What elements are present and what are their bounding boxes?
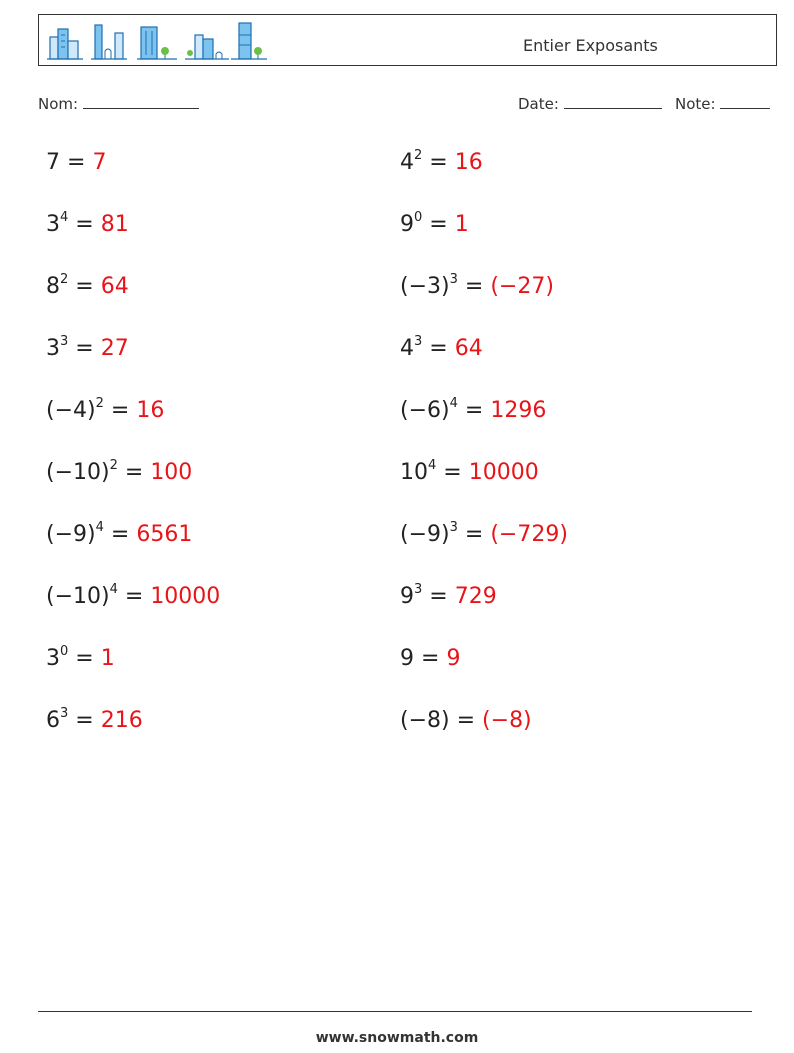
problem-exponent: 3 <box>414 581 423 597</box>
building-icon <box>231 21 267 61</box>
problem-item <box>400 211 469 239</box>
date-blank[interactable] <box>564 94 662 109</box>
problem-exponent: 4 <box>60 209 69 225</box>
problem-exponent: 2 <box>60 271 69 287</box>
problem-base: (−9) <box>400 522 450 547</box>
building-icon <box>47 21 83 61</box>
worksheet-title: Entier Exposants <box>523 36 658 55</box>
problem-answer: 7 <box>92 150 107 175</box>
equals-sign: = <box>421 646 440 671</box>
equals-sign: = <box>67 150 86 175</box>
problem-answer: 10000 <box>150 584 221 609</box>
problem-answer: 81 <box>100 212 129 237</box>
problem-item <box>400 335 483 363</box>
equals-sign: = <box>110 522 130 547</box>
equals-sign: = <box>75 646 94 671</box>
equals-sign: = <box>75 274 94 299</box>
problem-base: 3 <box>46 212 60 237</box>
date-field[interactable] <box>518 94 662 113</box>
problem-item <box>400 645 460 673</box>
footer-divider <box>38 1011 752 1012</box>
problem-answer: 100 <box>150 460 193 485</box>
problem-base: 10 <box>400 460 428 485</box>
problem-answer: 216 <box>100 708 143 733</box>
problem-exponent: 2 <box>414 147 423 163</box>
equals-sign: = <box>75 708 94 733</box>
problem-exponent: 2 <box>109 457 118 473</box>
problem-base: (−6) <box>400 398 450 423</box>
equals-sign: = <box>456 708 476 733</box>
problem-answer: 9 <box>446 646 461 671</box>
problem-base: 9 <box>400 584 414 609</box>
problem-answer: 16 <box>454 150 483 175</box>
problem-answer: (−729) <box>490 522 568 547</box>
problem-item <box>400 397 546 425</box>
problem-answer: (−27) <box>490 274 554 299</box>
problem-base: (−4) <box>46 398 96 423</box>
problem-item <box>400 273 554 301</box>
problem-exponent: 3 <box>449 271 458 287</box>
problem-exponent: 4 <box>449 395 458 411</box>
name-label: Nom: <box>38 95 79 113</box>
problem-answer: 64 <box>100 274 129 299</box>
problem-exponent: 4 <box>428 457 437 473</box>
problem-answer: 1 <box>454 212 469 237</box>
problem-item <box>46 583 220 611</box>
problem-item <box>46 335 129 363</box>
problem-base: 3 <box>46 336 60 361</box>
grade-label: Note: <box>675 95 716 113</box>
name-field[interactable] <box>38 94 199 113</box>
equals-sign: = <box>464 274 484 299</box>
problem-exponent: 0 <box>60 643 69 659</box>
problem-answer: 1 <box>100 646 115 671</box>
problem-base: 9 <box>400 646 414 671</box>
equals-sign: = <box>124 460 144 485</box>
problem-answer: 1296 <box>490 398 547 423</box>
problem-item <box>400 149 483 177</box>
problem-exponent: 4 <box>109 581 118 597</box>
equals-sign: = <box>464 398 484 423</box>
problem-exponent: 3 <box>449 519 458 535</box>
problem-item <box>46 459 192 487</box>
problem-answer: 6561 <box>136 522 193 547</box>
footer-url: www.snowmath.com <box>315 1030 479 1046</box>
problem-answer: 10000 <box>468 460 539 485</box>
problem-answer: (−8) <box>482 708 532 733</box>
problem-item <box>400 583 497 611</box>
equals-sign: = <box>429 584 448 609</box>
equals-sign: = <box>429 150 448 175</box>
problem-answer: 16 <box>136 398 165 423</box>
problem-base: 6 <box>46 708 60 733</box>
problem-exponent: 0 <box>414 209 423 225</box>
equals-sign: = <box>75 212 94 237</box>
problem-exponent: 2 <box>95 395 104 411</box>
problem-item <box>46 521 192 549</box>
problem-answer: 64 <box>454 336 483 361</box>
building-icon <box>91 21 127 61</box>
problem-item <box>400 459 539 487</box>
problem-exponent: 4 <box>95 519 104 535</box>
problem-base: 8 <box>46 274 60 299</box>
equals-sign: = <box>429 336 448 361</box>
problem-answer: 27 <box>100 336 129 361</box>
equals-sign: = <box>124 584 144 609</box>
header-box <box>38 14 777 66</box>
date-label: Date: <box>518 95 559 113</box>
building-icon <box>185 21 229 61</box>
problem-base: 3 <box>46 646 60 671</box>
problem-base: (−9) <box>46 522 96 547</box>
problem-base: 4 <box>400 336 414 361</box>
problem-exponent: 3 <box>414 333 423 349</box>
problem-answer: 729 <box>454 584 497 609</box>
problem-base: (−10) <box>46 460 110 485</box>
problem-exponent: 3 <box>60 705 69 721</box>
problem-item <box>46 273 129 301</box>
problem-base: (−8) <box>400 708 450 733</box>
problem-base: (−3) <box>400 274 450 299</box>
problem-exponent: 3 <box>60 333 69 349</box>
problem-base: (−10) <box>46 584 110 609</box>
equals-sign: = <box>443 460 462 485</box>
equals-sign: = <box>464 522 484 547</box>
problem-item <box>400 521 568 549</box>
problem-base: 7 <box>46 150 60 175</box>
grade-blank[interactable] <box>720 94 770 109</box>
grade-field[interactable] <box>675 94 770 113</box>
problem-item <box>46 149 106 177</box>
equals-sign: = <box>75 336 94 361</box>
equals-sign: = <box>110 398 130 423</box>
name-blank[interactable] <box>83 94 199 109</box>
problem-item <box>400 707 532 735</box>
building-icon <box>137 21 177 61</box>
problem-base: 9 <box>400 212 414 237</box>
equals-sign: = <box>429 212 448 237</box>
problem-item <box>46 211 129 239</box>
problem-item <box>46 397 164 425</box>
problem-item <box>46 707 143 735</box>
problem-item <box>46 645 115 673</box>
problem-base: 4 <box>400 150 414 175</box>
